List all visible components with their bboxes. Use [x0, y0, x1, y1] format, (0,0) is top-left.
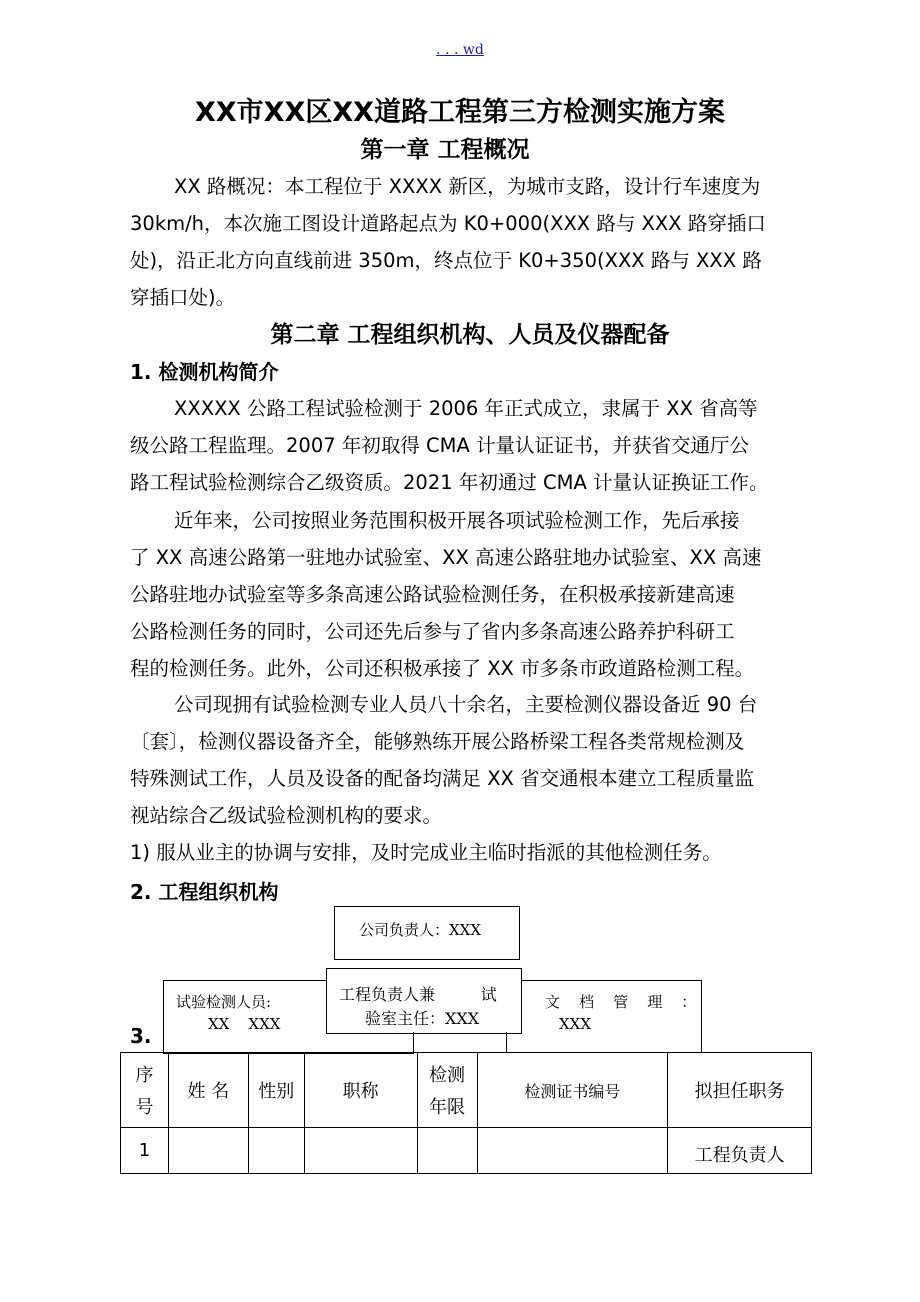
list-item [130, 834, 812, 871]
org-box-project-head [326, 968, 522, 1034]
section-heading: 2. 工程组织机构 [130, 880, 279, 904]
column-header-name: 姓 名 [168, 1053, 248, 1128]
cell-seq: 1 [121, 1128, 169, 1174]
cell-years [417, 1128, 477, 1174]
paragraph-line: 级公路工程监理。2007 年初取得 CMA 计量认证证书，并获省交通厅公 [130, 434, 750, 457]
paragraph-line: 30km/h，本次施工图设计道路起点为 K0+000(XXX 路与 XXX 路穿插口 [130, 212, 766, 235]
section-heading: 1. 检测机构简介 [130, 360, 279, 384]
section-heading: 3. [130, 1024, 152, 1048]
paragraph-line: 公路检测任务的同时，公司还先后参与了省内多条高速公路养护科研工 [130, 620, 735, 643]
table-header-row [121, 1053, 812, 1128]
table-row [121, 1128, 812, 1174]
header-text: 序 [135, 1065, 154, 1086]
document-title: XX市XX区XX道路工程第三方检测实施方案 [195, 97, 725, 128]
header-text: 号 [135, 1097, 154, 1118]
column-header-gender: 性别 [248, 1053, 304, 1128]
column-header-role: 拟担任职务 [668, 1053, 812, 1128]
paragraph-line: 特殊测试工作，人员及设备的配备均满足 XX 省交通根本建立工程质量监 [130, 767, 755, 790]
project-overview-paragraph [130, 168, 812, 316]
header-text: 年限 [429, 1097, 466, 1118]
org-box-archive [506, 980, 702, 1053]
paragraph-line: 处)，沿正北方向直线前进 350m，终点位于 K0+350(XXX 路与 XXX 路 [130, 249, 762, 272]
paragraph-line: 路工程试验检测综合乙级资质。2021 年初通过 CMA 计量认证换证工作。 [130, 471, 769, 494]
chapter2-heading: 第二章 工程组织机构、人员及仪器配备 [270, 322, 670, 348]
staff-equipment-paragraph [130, 686, 812, 834]
paragraph-line: 穿插口处)。 [130, 286, 236, 309]
column-header-cert: 检测证书编号 [477, 1053, 668, 1128]
column-header-years [417, 1053, 477, 1128]
org-connector [413, 1032, 507, 1053]
header-mark: . . . wd [436, 42, 484, 58]
org-box-text: XX XXX [208, 1015, 281, 1033]
chapter1-heading: 第一章 工程概况 [360, 137, 530, 163]
paragraph-line: XXXXX 公路工程试验检测于 2006 年正式成立，隶属于 XX 省高等 [174, 397, 758, 420]
cell-cert [477, 1128, 668, 1174]
paragraph-line: 公路驻地办试验室等多条高速公路试验检测任务，在积极承接新建高速 [130, 583, 735, 606]
recent-work-paragraph [130, 502, 812, 687]
cell-name [168, 1128, 248, 1174]
org-box-text: 试验检测人员: [176, 993, 272, 1011]
cell-gender [248, 1128, 304, 1174]
header-text: 检测 [429, 1065, 466, 1086]
paragraph-line: 近年来，公司按照业务范围积极开展各项试验检测工作，先后承接 [174, 509, 740, 532]
paragraph-line: 〔套〕，检测仪器设备齐全，能够熟练开展公路桥梁工程各类常规检测及 [130, 730, 745, 753]
paragraph-line: XX 路概况：本工程位于 XXXX 新区，为城市支路，设计行车速度为 [174, 175, 761, 198]
column-header-seq [121, 1053, 169, 1128]
staff-table [120, 1052, 812, 1174]
paragraph-line: 1) 服从业主的协调与安排，及时完成业主临时指派的其他检测任务。 [130, 841, 722, 864]
org-box-text: XXX [559, 1015, 592, 1033]
cell-title [304, 1128, 417, 1174]
column-header-title: 职称 [304, 1053, 417, 1128]
paragraph-line: 了 XX 高速公路第一驻地办试验室、XX 高速公路驻地办试验室、XX 高速 [130, 546, 762, 569]
org-box-text: 工程负责人兼 试 [339, 985, 497, 1004]
paragraph-line: 公司现拥有试验检测专业人员八十余名，主要检测仪器设备近 90 台 [174, 693, 758, 716]
org-box-company-head [334, 906, 520, 960]
agency-intro-paragraph [130, 390, 812, 501]
paragraph-line: 程的检测任务。此外，公司还积极承接了 XX 市多条市政道路检测工程。 [130, 657, 755, 680]
paragraph-line: 视站综合乙级试验检测机构的要求。 [130, 804, 443, 827]
org-box-text: 验室主任：XXX [365, 1009, 480, 1028]
cell-role: 工程负责人 [668, 1128, 812, 1174]
org-box-text: 公司负责人：XXX [359, 921, 482, 939]
org-box-text: 文 档 管 理 ： [545, 993, 697, 1011]
